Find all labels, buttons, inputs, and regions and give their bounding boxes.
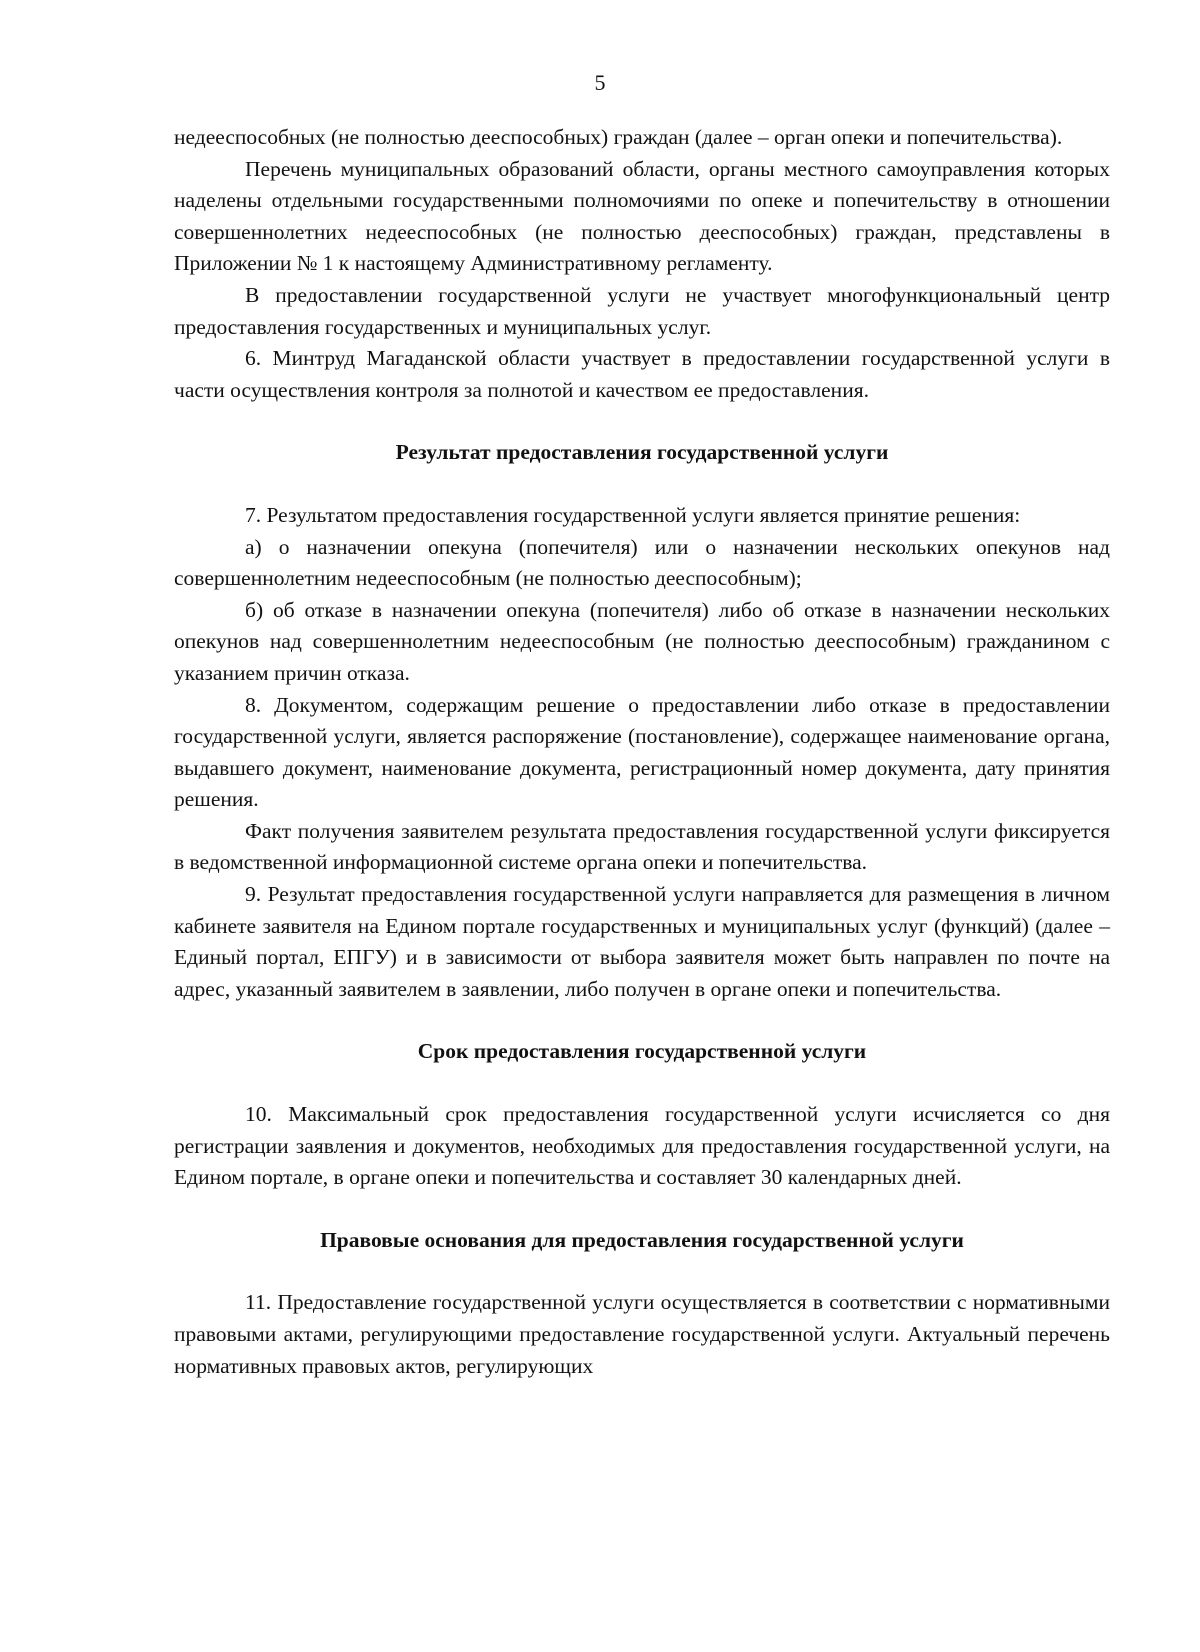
- paragraph-continuation: недееспособных (не полностью дееспособных) граждан (далее – орган опеки и попечительства).: [174, 125, 1063, 149]
- paragraph-result-receipt: Факт получения заявителем результата предоставления государственной услуги фиксируется в ведомственной информационной системе органа опеки и попечительства.: [174, 818, 1110, 875]
- page-number: 5: [594, 70, 606, 95]
- paragraph-mfc-participation: В предоставлении государственной услуги не участвует многофункциональный центр предоставления государственных и муниципальных услуг.: [174, 282, 1110, 339]
- paragraph-item-6: 6. Минтруд Магаданской области участвует в предоставлении государственной услуги в части осуществления контроля за полнотой и качеством ее предоставления.: [174, 346, 1110, 402]
- paragraph-item-11: 11. Предоставление государственной услуги осуществляется в соответствии с нормативными правовыми актами, регулирующими предоставление государственной услуги. Актуальный перечень нормативных правовых актов, регулирующих: [174, 1290, 1110, 1378]
- section-heading-result: Результат предоставления государственной услуги: [395, 440, 889, 465]
- section-heading-legal-basis: Правовые основания для предоставления государственной услуги: [320, 1227, 964, 1252]
- document-body: [174, 122, 1110, 1382]
- paragraph-item-7: 7. Результатом предоставления государственной услуги является принятие решения:: [245, 502, 1021, 527]
- paragraph-item-8: 8. Документом, содержащим решение о предоставлении либо отказе в предоставлении государственной услуги, является распоряжение (постановление), содержащее наименование органа, выдавшего документ, наименование документа, регистрационный номер документа, дату принятия решения.: [174, 692, 1110, 812]
- paragraph-item-7b: б) об отказе в назначении опекуна (попечителя) либо об отказе в назначении нескольких опекунов над совершеннолетним недееспособным (не полностью дееспособным) гражданином с указанием причин отказа.: [174, 597, 1110, 685]
- paragraph-item-10: 10. Максимальный срок предоставления государственной услуги исчисляется со дня регистрации заявления и документов, необходимых для предоставления государственной услуги, на Едином портале, в органе опеки и попечительства и составляет 30 календарных дней.: [174, 1102, 1110, 1190]
- paragraph-municipalities-list: Перечень муниципальных образований области, органы местного самоуправления которых наделены отдельными государственными полномочиями по опеке и попечительству в отношении совершеннолетних недееспособных (не полностью дееспособных) граждан, представлены в Приложении № 1 к настоящему Административному регламенту.: [174, 156, 1110, 276]
- paragraph-item-9: 9. Результат предоставления государственной услуги направляется для размещения в личном кабинете заявителя на Едином портале государственных и муниципальных услуг (функций) (далее – Единый портал, ЕПГУ) и в зависимости от выбора заявителя может быть направлен по почте на адрес, указанный заявителем в заявлении, либо получен в органе опеки и попечительства.: [174, 882, 1110, 1001]
- paragraph-item-7a: а) о назначении опекуна (попечителя) или о назначении нескольких опекунов над совершеннолетним недееспособным (не полностью дееспособным);: [174, 534, 1110, 591]
- section-heading-term: Срок предоставления государственной услуги: [417, 1039, 867, 1064]
